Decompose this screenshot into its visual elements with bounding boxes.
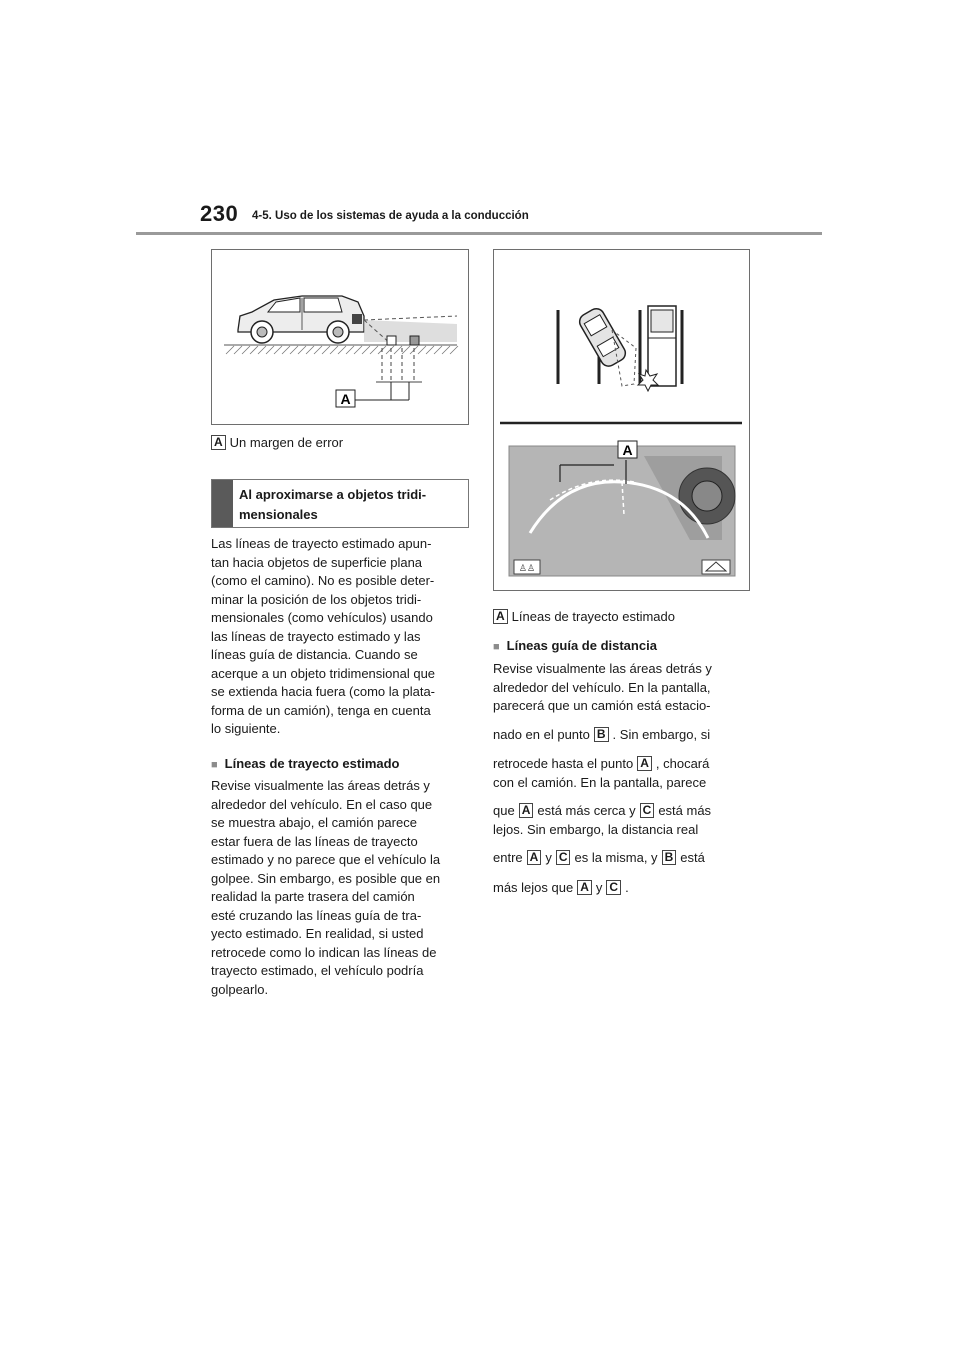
label-a: A <box>577 880 592 895</box>
section-title: 4-5. Uso de los sistemas de ayuda a la conducción <box>252 210 529 222</box>
label-c: C <box>640 803 655 818</box>
label-b: B <box>594 727 609 742</box>
intro-paragraph: Las líneas de trayecto estimado apun- tan hacia objetos de superficie plana (como el camino). No es posible deter- minar la posición de los objetos tridi- mensionales (como vehículos) usando las líneas de trayecto estimado y las líneas guía de distancia. Cuando se acerque a un objeto tridimensional que se extienda hacia fuera (como la plata- forma de un camión), tenga en cuenta lo siguiente. <box>211 536 436 736</box>
caption-text: Líneas de trayecto estimado <box>511 609 675 624</box>
header-rule <box>136 232 822 235</box>
side-view-figure <box>211 249 469 425</box>
label-a: A <box>527 850 542 865</box>
label-a: A <box>637 756 652 771</box>
person-icon: ♙♙ <box>518 563 536 573</box>
figure1-label: A <box>340 391 351 407</box>
estimated-paragraph: Revise visualmente las áreas detrás y alrededor del vehículo. En el caso que se muestra abajo, el camión parece estar fuera de las líneas de trayecto estimado y no parece que el vehículo la golpee. Sin embargo, es posible que en realidad la parte trasera del camión esté cruzando las líneas guía de tra- yecto estimado. En realidad, si usted retrocede como lo indican las líneas de trayecto estimado, el vehículo podría golpearlo. <box>211 778 441 997</box>
label-a: A <box>519 803 534 818</box>
figure2-caption <box>493 608 675 626</box>
caption-label: A <box>493 609 508 624</box>
label-c: C <box>606 880 621 895</box>
distance-paragraph: Revise visualmente las áreas detrás y alrededor del vehículo. En la pantalla, parecerá que un camión está estacio- nado en el punto B . Sin embargo, si retrocede hasta el punto A , chocará con el camión. En la pantalla, parece que A está más cerca y C está más lejos. Sin embargo, la distancia real entre A y C es la misma, y B está más lejos que A y C . <box>493 661 712 895</box>
callout-box <box>211 479 469 528</box>
camera-view-figure <box>493 249 750 591</box>
callout-text: Al aproximarse a objetos tridi- mensionales <box>239 487 427 522</box>
caption-text: Un margen de error <box>229 435 344 450</box>
heading-estimated-lines: ■ Líneas de trayecto estimado <box>211 756 400 771</box>
camera-view-illustration <box>494 250 749 590</box>
caption-label: A <box>211 435 226 450</box>
label-c: C <box>556 850 571 865</box>
figure1-caption <box>211 434 343 452</box>
heading-distance-lines: ■ Líneas guía de distancia <box>493 638 657 653</box>
label-b: B <box>662 850 677 865</box>
figure2-label: A <box>622 442 633 458</box>
page-number: 230 <box>200 201 239 226</box>
callout-bar <box>212 480 233 527</box>
side-view-illustration <box>212 250 468 424</box>
